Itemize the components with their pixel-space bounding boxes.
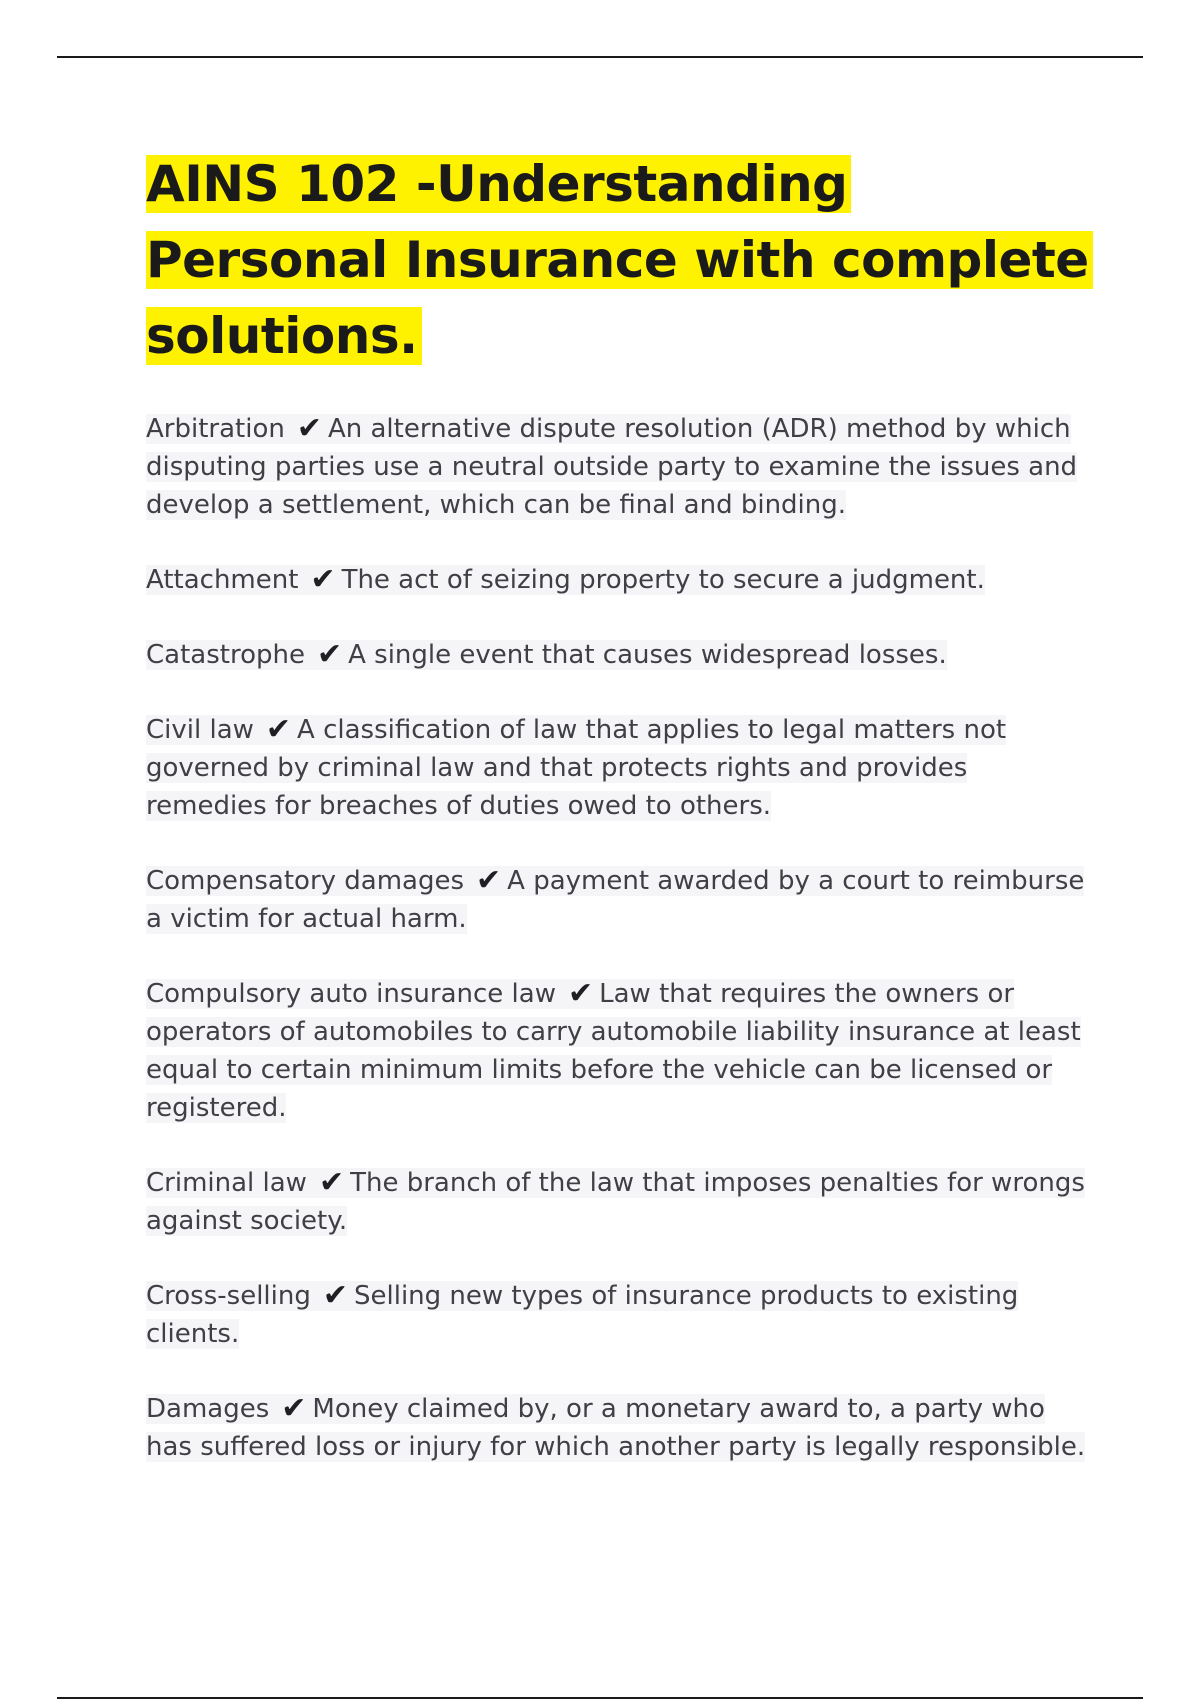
check-icon: ✔ xyxy=(316,637,343,672)
entry-definition: A classification of law that applies to legal matters not governed by criminal law and that protects rights and provides remedies for breaches of duties owed to others. xyxy=(146,715,1007,821)
check-icon: ✔ xyxy=(322,1278,348,1313)
check-icon: ✔ xyxy=(265,712,292,747)
entry-definition: The branch of the law that imposes penalties for wrongs against society. xyxy=(146,1168,1085,1236)
entry-definition: Selling new types of insurance products to existing clients. xyxy=(146,1281,1019,1349)
document-title xyxy=(146,146,1096,374)
glossary-entry xyxy=(146,561,1096,599)
bottom-rule xyxy=(57,1697,1143,1699)
title-highlight: AINS 102 -Understanding Personal Insurance with complete solutions. xyxy=(146,155,1093,365)
check-icon: ✔ xyxy=(567,976,594,1011)
glossary-entry xyxy=(146,711,1096,825)
check-icon: ✔ xyxy=(476,863,502,898)
entry-definition: A single event that causes widespread losses. xyxy=(348,640,947,670)
entry-term: Criminal law xyxy=(146,1168,307,1198)
entry-term: Attachment xyxy=(146,565,299,595)
entry-term: Catastrophe xyxy=(146,640,305,670)
entry-definition: A payment awarded by a court to reimburse a victim for actual harm. xyxy=(146,866,1085,934)
entry-definition: An alternative dispute resolution (ADR) method by which disputing parties use a neutral outside party to examine the issues and develop a settlement, which can be final and binding. xyxy=(146,414,1078,520)
glossary-entry xyxy=(146,636,1096,674)
entry-term: Compensatory damages xyxy=(146,866,465,896)
glossary-entry xyxy=(146,1277,1096,1353)
check-icon: ✔ xyxy=(296,411,322,446)
check-icon: ✔ xyxy=(281,1391,307,1426)
entry-term: Compulsory auto insurance law xyxy=(146,979,556,1009)
entry-term: Arbitration xyxy=(146,414,285,444)
entry-definition: The act of seizing property to secure a judgment. xyxy=(341,565,985,595)
glossary-entry xyxy=(146,862,1096,938)
entry-term: Cross-selling xyxy=(146,1281,311,1311)
check-icon: ✔ xyxy=(318,1165,345,1200)
glossary-entry xyxy=(146,410,1096,524)
glossary-entry xyxy=(146,1390,1096,1466)
entry-definition: Law that requires the owners or operators of automobiles to carry automobile liability insurance at least equal to certain minimum limits before the vehicle can be licensed or registered. xyxy=(146,979,1081,1123)
top-rule xyxy=(57,56,1143,58)
glossary-entry xyxy=(146,975,1096,1127)
glossary-list xyxy=(146,410,1096,1466)
glossary-entry xyxy=(146,1164,1096,1240)
entry-term: Civil law xyxy=(146,715,254,745)
page-content xyxy=(146,146,1096,1503)
check-icon: ✔ xyxy=(310,562,336,597)
entry-term: Damages xyxy=(146,1394,270,1424)
entry-definition: Money claimed by, or a monetary award to, a party who has suffered loss or injury for which another party is legally responsible. xyxy=(146,1394,1086,1462)
